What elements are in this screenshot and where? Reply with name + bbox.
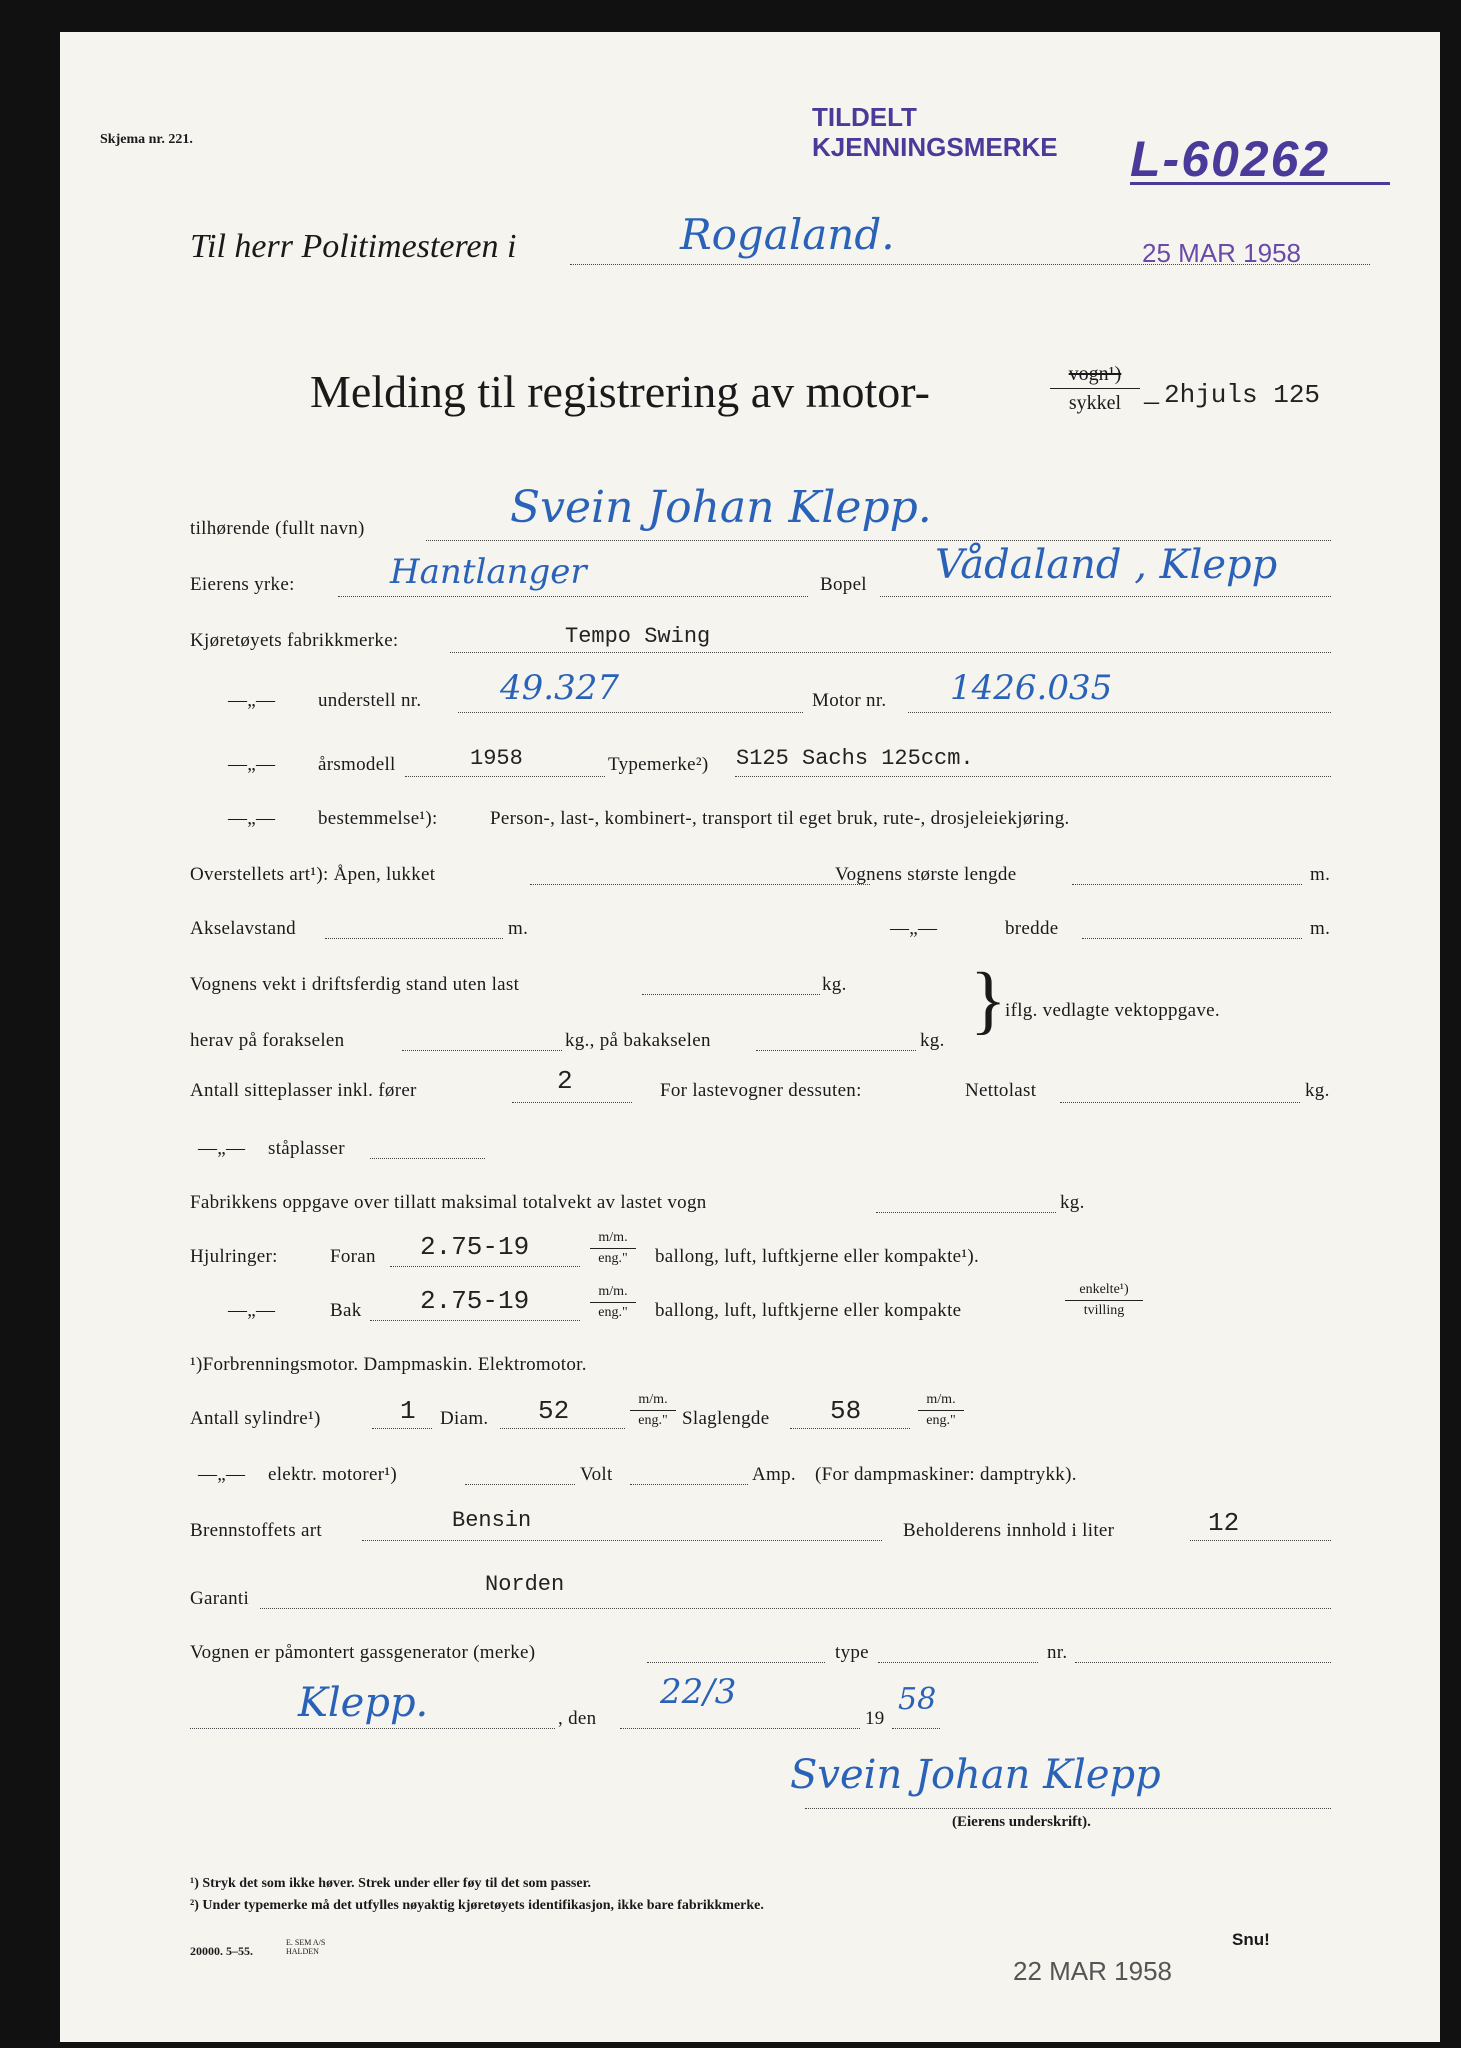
stroke-value: 58 (830, 1396, 862, 1426)
date-line (620, 1728, 860, 1729)
rear-tyre-types: ballong, luft, luftkjerne eller kompakte (655, 1300, 962, 1321)
standing-ditto: —„— (198, 1138, 246, 1159)
type-label: Typemerke²) (608, 754, 709, 775)
year-line (405, 776, 605, 777)
gas-generator-label: Vognen er påmontert gassgenerator (merke) (190, 1642, 536, 1663)
standing-line (370, 1158, 485, 1159)
year-suffix-value: 58 (898, 1682, 937, 1717)
stroke-label: Slaglengde (682, 1408, 770, 1429)
steam-label: (For dampmaskiner: damptrykk). (815, 1464, 1077, 1485)
owner-label: tilhørende (fullt navn) (190, 518, 365, 539)
plate-underline (1130, 182, 1390, 185)
max-weight-line (876, 1212, 1056, 1213)
rear-tyre-value: 2.75-19 (420, 1286, 530, 1316)
front-tyre-unit-top: m/m. (598, 1230, 628, 1245)
twin-label: tvilling (1083, 1303, 1125, 1318)
make-line (450, 652, 1331, 653)
wheelbase-line (325, 938, 503, 939)
form-title: Melding til registrering av motor- (310, 366, 930, 417)
length-label: Vognens største lengde (835, 864, 1017, 885)
amp-label: Amp. (752, 1464, 796, 1485)
stroke-unit (918, 1392, 964, 1429)
bottom-date-stamp: 22 MAR 1958 (1013, 1956, 1172, 1986)
form-number: Skjema nr. 221. (100, 132, 193, 147)
diam-line (500, 1428, 625, 1429)
year-value: 1958 (470, 746, 523, 771)
engine-types-note: ¹)Forbrenningsmotor. Dampmaskin. Elektromotor. (190, 1354, 587, 1375)
year-prefix: 19 (865, 1708, 885, 1729)
signature-line (805, 1808, 1331, 1809)
addressee-label: Til herr Politimesteren i (190, 228, 517, 265)
plate-number: L-60262 (1130, 131, 1331, 187)
length-unit: m. (1310, 864, 1331, 885)
date-label: , den (558, 1708, 597, 1729)
standing-label: ståplasser (268, 1138, 345, 1159)
front-axle-label: herav på forakselen (190, 1030, 345, 1051)
assigned-plate-stamp-line2: KJENNINGSMERKE (812, 132, 1058, 162)
front-tyre-types: ballong, luft, luftkjerne eller kompakte¹). (655, 1246, 980, 1267)
residence-label: Bopel (820, 574, 867, 595)
printer-name: E. SEM A/S HALDEN (286, 1938, 326, 1956)
purpose-ditto: —„— (228, 808, 276, 829)
rear-tyre-unit-top: m/m. (598, 1284, 628, 1299)
warranty-line (260, 1608, 1331, 1609)
rear-tyre-line (370, 1320, 580, 1321)
motor-label: Motor nr. (812, 690, 887, 711)
diam-unit (630, 1392, 676, 1429)
weight-note: iflg. vedlagte vektoppgave. (1005, 1000, 1220, 1021)
residence-value: Vådaland , Klepp (935, 542, 1278, 588)
tyres-label: Hjulringer: (190, 1246, 278, 1267)
front-tyre-unit-bottom: eng." (598, 1251, 628, 1266)
net-load-unit: kg. (1305, 1080, 1330, 1101)
occupation-line (338, 596, 808, 597)
motor-line (908, 712, 1331, 713)
purpose-text: Person-, last-, kombinert-, transport til eget bruk, rute-, drosjeleiekjøring. (490, 808, 1070, 829)
title-fraction-bottom: sykkel (1068, 392, 1122, 414)
turn-over-label: Snu! (1232, 1930, 1270, 1949)
weight-line (642, 994, 820, 995)
weight-label: Vognens vekt i driftsferdig stand uten last (190, 974, 520, 995)
rear-axle-unit: kg. (920, 1030, 945, 1051)
title-typed-addition: 2hjuls 125 (1164, 380, 1321, 410)
chassis-value: 49.327 (500, 668, 619, 708)
front-tyre-unit (590, 1230, 636, 1267)
gas-nr-line (1075, 1662, 1331, 1663)
stroke-unit-bottom: eng." (926, 1413, 956, 1428)
tank-value: 12 (1208, 1508, 1240, 1538)
chassis-line (458, 712, 803, 713)
width-ditto: —„— (890, 918, 938, 939)
footnote-1: ¹) Stryk det som ikke høver. Strek under eller føy til det som passer. (190, 1876, 591, 1891)
stroke-unit-top: m/m. (926, 1392, 956, 1407)
electric-ditto: —„— (198, 1464, 246, 1485)
tank-label: Beholderens innhold i liter (903, 1520, 1115, 1541)
purpose-label: bestemmelse¹): (318, 808, 438, 829)
type-value: S125 Sachs 125ccm. (736, 746, 974, 771)
wheelbase-unit: m. (508, 918, 529, 939)
cylinders-label: Antall sylindre¹) (190, 1408, 321, 1429)
rear-axle-label: kg., på bakakselen (565, 1030, 711, 1051)
footnote-2: ²) Under typemerke må det utfylles nøyaktig kjøretøyets identifikasjon, ikke bare fabrikkmerke. (190, 1898, 764, 1913)
max-weight-label: Fabrikkens oppgave over tillatt maksimal totalvekt av lastet vogn (190, 1192, 707, 1213)
gas-nr-label: nr. (1047, 1642, 1068, 1663)
body-line (530, 884, 870, 885)
gas-generator-line (647, 1662, 825, 1663)
type-line (735, 776, 1331, 777)
place-value: Klepp. (298, 1680, 429, 1726)
signature-label: (Eierens underskrift). (952, 1814, 1091, 1830)
stroke-line (790, 1428, 910, 1429)
motor-value: 1426.035 (950, 668, 1113, 708)
rear-tyre-unit-bottom: eng." (598, 1305, 628, 1320)
owner-value: Svein Johan Klepp. (510, 482, 932, 533)
fuel-value: Bensin (452, 1508, 532, 1533)
diam-unit-bottom: eng." (638, 1413, 668, 1428)
fuel-label: Brennstoffets art (190, 1520, 322, 1541)
chassis-label: understell nr. (318, 690, 422, 711)
front-tyre-value: 2.75-19 (420, 1232, 530, 1262)
print-code: 20000. 5–55. (190, 1944, 253, 1958)
front-tyre-label: Foran (330, 1246, 376, 1267)
max-weight-unit: kg. (1060, 1192, 1085, 1213)
owner-line (426, 540, 1331, 541)
year-label: årsmodell (318, 754, 396, 775)
width-unit: m. (1310, 918, 1331, 939)
gas-type-label: type (835, 1642, 869, 1663)
volt-line (630, 1484, 748, 1485)
rear-tyre-label: Bak (330, 1300, 362, 1321)
form-page (60, 32, 1440, 2042)
diam-unit-top: m/m. (638, 1392, 668, 1407)
length-line (1072, 884, 1302, 885)
occupation-label: Eierens yrke: (190, 574, 295, 595)
received-stamp: 25 MAR 1958 (1142, 238, 1301, 268)
warranty-label: Garanti (190, 1588, 250, 1609)
title-fraction-top: vogn¹) (1068, 363, 1122, 385)
electric-label: elektr. motorer¹) (268, 1464, 397, 1485)
fuel-line (362, 1540, 882, 1541)
cargo-label: For lastevogner dessuten: (660, 1080, 862, 1101)
year-suffix-line (892, 1728, 940, 1729)
single-twin-fraction (1065, 1282, 1143, 1319)
occupation-value: Hantlanger (390, 552, 587, 592)
wheelbase-label: Akselavstand (190, 918, 296, 939)
single-label: enkelte¹) (1079, 1282, 1129, 1297)
year-ditto: —„— (228, 754, 276, 775)
seats-label: Antall sitteplasser inkl. fører (190, 1080, 417, 1101)
net-load-line (1060, 1102, 1300, 1103)
tank-line (1190, 1540, 1331, 1541)
chassis-ditto: —„— (228, 690, 276, 711)
width-line (1082, 938, 1302, 939)
diam-label: Diam. (440, 1408, 489, 1429)
date-value: 22/3 (660, 1672, 737, 1712)
gas-type-line (878, 1662, 1038, 1663)
width-label: bredde (1005, 918, 1059, 939)
rear-tyre-ditto: —„— (228, 1300, 276, 1321)
title-dash: – (1144, 384, 1159, 417)
cylinders-line (372, 1428, 432, 1429)
seats-value: 2 (557, 1066, 573, 1096)
front-axle-line (402, 1050, 562, 1051)
warranty-value: Norden (485, 1572, 565, 1597)
front-tyre-line (390, 1266, 580, 1267)
volt-label: Volt (580, 1464, 613, 1485)
residence-line (880, 596, 1331, 597)
rear-tyre-unit (590, 1284, 636, 1321)
weight-unit: kg. (822, 974, 847, 995)
cylinders-value: 1 (400, 1396, 416, 1426)
electric-line (465, 1484, 575, 1485)
addressee-value: Rogaland. (680, 210, 895, 259)
make-value: Tempo Swing (565, 624, 711, 649)
title-fraction (1050, 362, 1140, 415)
body-label: Overstellets art¹): Åpen, lukket (190, 864, 436, 885)
weight-brace: } (970, 958, 1007, 1042)
place-line (190, 1728, 555, 1729)
owner-signature: Svein Johan Klepp (790, 1752, 1161, 1798)
net-load-label: Nettolast (965, 1080, 1037, 1101)
seats-line (512, 1102, 632, 1103)
assigned-plate-stamp-line1: TILDELT (812, 102, 917, 132)
diam-value: 52 (538, 1396, 570, 1426)
rear-axle-line (756, 1050, 916, 1051)
make-label: Kjøretøyets fabrikkmerke: (190, 630, 399, 651)
